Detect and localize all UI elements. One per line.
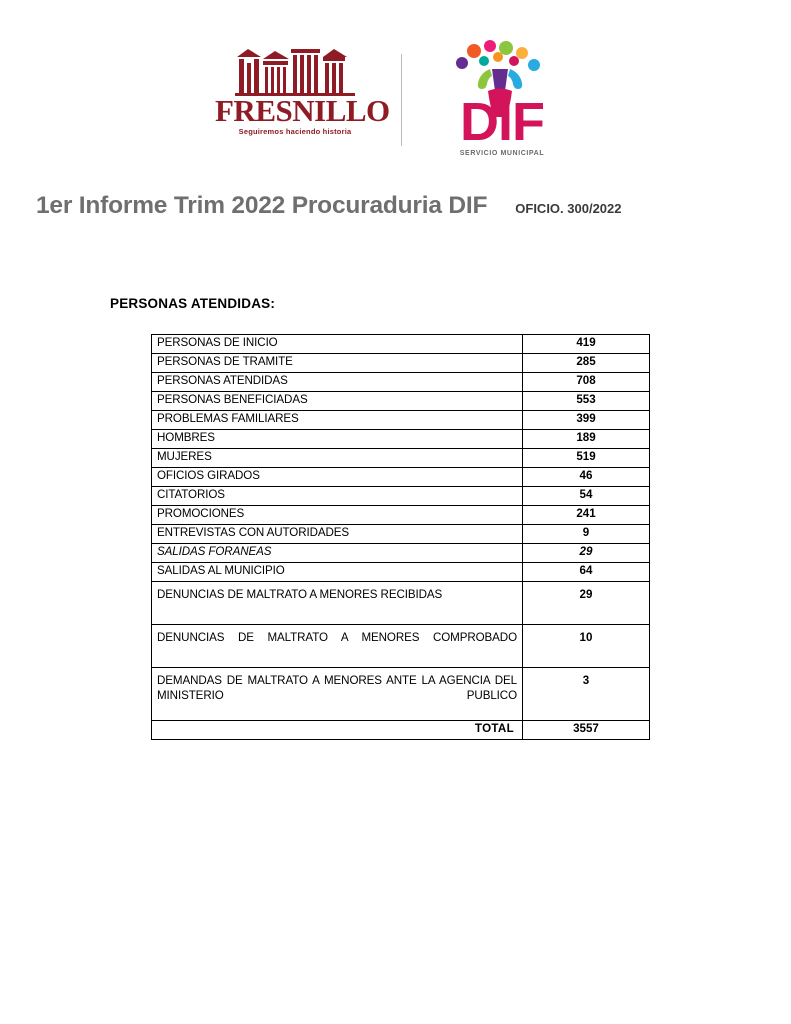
row-value: 64 — [523, 563, 650, 582]
table-row — [152, 468, 650, 487]
oficio-number: OFICIO. 300/2022 — [515, 201, 622, 216]
total-label: TOTAL — [152, 721, 523, 740]
table-body — [152, 335, 650, 740]
row-value: 708 — [523, 373, 650, 392]
dif-logo-wordmark: DIF — [460, 92, 544, 152]
table-row — [152, 392, 650, 411]
fresnillo-logo — [215, 41, 390, 159]
table-row — [152, 430, 650, 449]
row-value: 399 — [523, 411, 650, 430]
row-label: HOMBRES — [152, 430, 523, 449]
table-row — [152, 582, 650, 625]
row-label: SALIDAS FORANEAS — [152, 544, 523, 563]
table-row — [152, 373, 650, 392]
table-row — [152, 506, 650, 525]
row-label: PROBLEMAS FAMILIARES — [152, 411, 523, 430]
row-value: 3 — [523, 668, 650, 721]
row-value: 29 — [523, 582, 650, 625]
table-row — [152, 335, 650, 354]
table-row — [152, 563, 650, 582]
row-value: 29 — [523, 544, 650, 563]
table-total-row — [152, 721, 650, 740]
row-value: 419 — [523, 335, 650, 354]
fresnillo-logo-wordmark: FRESNILLO — [215, 93, 390, 128]
row-label: PERSONAS ATENDIDAS — [152, 373, 523, 392]
fresnillo-arches-icon — [235, 45, 355, 97]
total-value: 3557 — [523, 721, 650, 740]
row-value: 10 — [523, 625, 650, 668]
dif-logo-subtitle: SERVICIO MUNICIPAL — [459, 150, 545, 157]
table-row — [152, 487, 650, 506]
row-label: OFICIOS GIRADOS — [152, 468, 523, 487]
table-row — [152, 449, 650, 468]
logo-divider — [401, 54, 402, 146]
document-title-row — [36, 192, 756, 220]
dif-logo — [428, 39, 576, 161]
row-label: PROMOCIONES — [152, 506, 523, 525]
row-value: 189 — [523, 430, 650, 449]
table-row — [152, 354, 650, 373]
row-label: MUJERES — [152, 449, 523, 468]
row-value: 54 — [523, 487, 650, 506]
personas-atendidas-table — [151, 334, 650, 740]
row-label: SALIDAS AL MUNICIPIO — [152, 563, 523, 582]
fresnillo-logo-tagline: Seguiremos haciendo historia — [238, 127, 352, 136]
row-label: PERSONAS BENEFICIADAS — [152, 392, 523, 411]
table-row — [152, 625, 650, 668]
row-value: 46 — [523, 468, 650, 487]
table-row — [152, 668, 650, 721]
table-row — [152, 544, 650, 563]
row-label: DENUNCIAS DE MALTRATO A MENORES COMPROBADO — [152, 625, 523, 668]
row-label: PERSONAS DE TRAMITE — [152, 354, 523, 373]
row-value: 9 — [523, 525, 650, 544]
row-value: 553 — [523, 392, 650, 411]
row-value: 241 — [523, 506, 650, 525]
row-value: 285 — [523, 354, 650, 373]
row-value: 519 — [523, 449, 650, 468]
page-title: 1er Informe Trim 2022 Procuraduria DIF — [36, 192, 488, 219]
document-header-logos — [0, 36, 791, 164]
row-label: PERSONAS DE INICIO — [152, 335, 523, 354]
row-label: CITATORIOS — [152, 487, 523, 506]
personas-atendidas-table-wrapper — [151, 334, 629, 740]
row-label: DENUNCIAS DE MALTRATO A MENORES RECIBIDAS — [152, 582, 523, 625]
section-heading-personas-atendidas: PERSONAS ATENDIDAS: — [110, 296, 276, 311]
row-label: ENTREVISTAS CON AUTORIDADES — [152, 525, 523, 544]
table-row — [152, 525, 650, 544]
row-label: DEMANDAS DE MALTRATO A MENORES ANTE LA AGENCIA DEL MINISTERIO PUBLICO — [152, 668, 523, 721]
table-row — [152, 411, 650, 430]
